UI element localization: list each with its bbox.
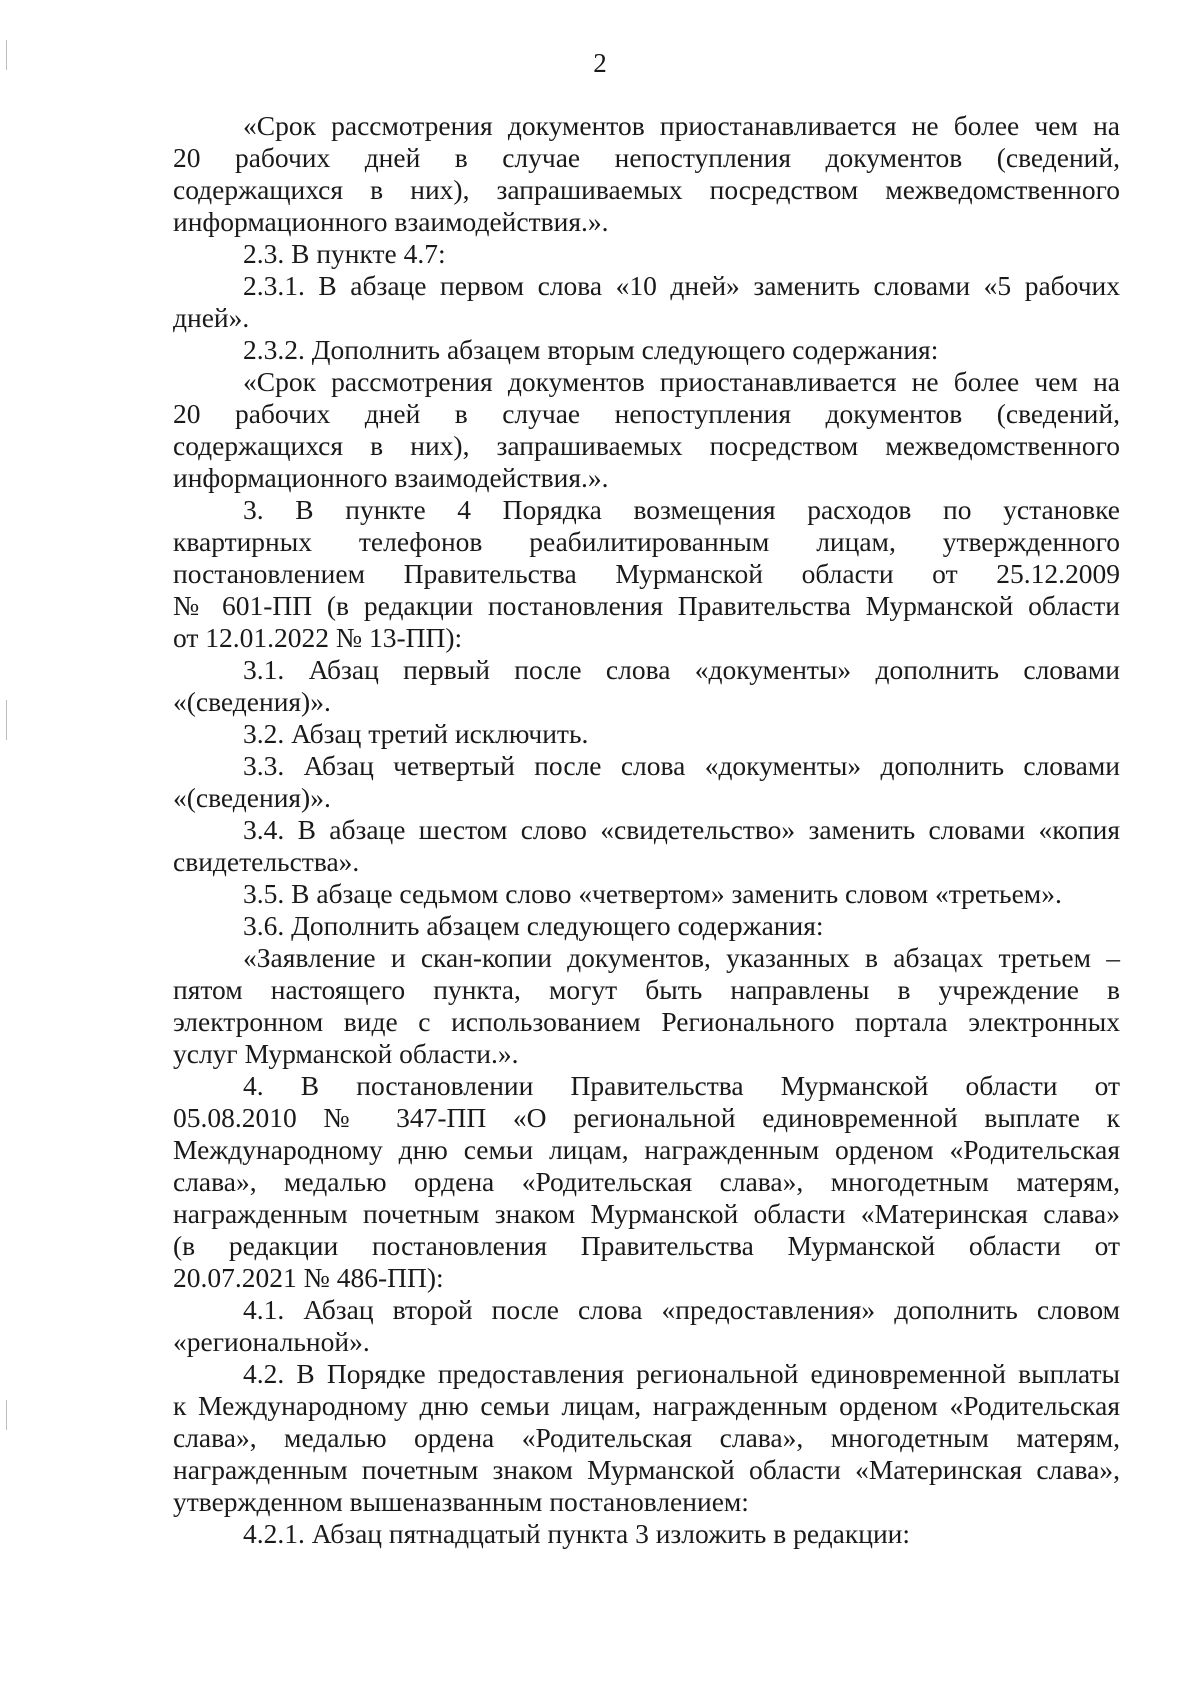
text-line: электронном виде с использованием Регионального портала электронных — [173, 1006, 1120, 1037]
text-line: содержащихся в них), запрашиваемых посредством межведомственного — [173, 430, 1120, 461]
text-line: информационного взаимодействия.». — [173, 206, 609, 237]
text-line: свидетельства». — [173, 846, 360, 877]
document-body — [173, 110, 1120, 1550]
text-line: награжденным почетным знаком Мурманской области «Материнская слава», — [173, 1454, 1120, 1485]
scan-edge-mark — [6, 1400, 7, 1430]
text-line: услуг Мурманской области.». — [173, 1038, 519, 1069]
text-line: слава», медалью ордена «Родительская слава», многодетным матерям, — [173, 1166, 1120, 1197]
text-line: 4.2.1. Абзац пятнадцатый пункта 3 изложить в редакции: — [243, 1518, 911, 1549]
text-line: 3.2. Абзац третий исключить. — [243, 718, 589, 749]
text-line: «(сведения)». — [173, 686, 331, 717]
text-line: 2.3.1. В абзаце первом слова «10 дней» заменить словами «5 рабочих — [243, 270, 1120, 301]
text-line: информационного взаимодействия.». — [173, 462, 609, 493]
text-line: 20 рабочих дней в случае непоступления документов (сведений, — [173, 398, 1120, 429]
text-line: Международному дню семьи лицам, награжденным орденом «Родительская — [173, 1134, 1120, 1165]
text-line: «(сведения)». — [173, 782, 331, 813]
text-line: 3.4. В абзаце шестом слово «свидетельство» заменить словами «копия — [243, 814, 1120, 845]
text-line: пятом настоящего пункта, могут быть направлены в учреждение в — [173, 974, 1120, 1005]
text-line: слава», медалью ордена «Родительская слава», многодетным матерям, — [173, 1422, 1120, 1453]
text-line: от 12.01.2022 № 13-ПП): — [173, 622, 463, 653]
text-line: содержащихся в них), запрашиваемых посредством межведомственного — [173, 174, 1120, 205]
text-line: 4. В постановлении Правительства Мурманской области от — [243, 1070, 1120, 1101]
text-line: 3.3. Абзац четвертый после слова «документы» дополнить словами — [243, 750, 1120, 781]
text-line: 2.3.2. Дополнить абзацем вторым следующего содержания: — [243, 334, 939, 365]
text-line: 20 рабочих дней в случае непоступления документов (сведений, — [173, 142, 1120, 173]
scan-edge-mark — [6, 700, 7, 740]
text-line: «Заявление и скан-копии документов, указанных в абзацах третьем – — [243, 942, 1120, 973]
text-line: награжденным почетным знаком Мурманской области «Материнская слава» — [173, 1198, 1120, 1229]
text-line: «Срок рассмотрения документов приостанавливается не более чем на — [243, 366, 1120, 397]
text-line: № 601-ПП (в редакции постановления Правительства Мурманской области — [173, 590, 1120, 621]
text-line: «Срок рассмотрения документов приостанавливается не более чем на — [243, 110, 1120, 141]
text-line: утвержденном вышеназванным постановлением: — [173, 1486, 749, 1517]
text-line: 3.6. Дополнить абзацем следующего содержания: — [243, 910, 824, 941]
text-line: 4.1. Абзац второй после слова «предоставления» дополнить словом — [243, 1294, 1120, 1325]
text-line: дней». — [173, 302, 250, 333]
text-line: 3.5. В абзаце седьмом слово «четвертом» заменить словом «третьем». — [243, 878, 1062, 909]
text-line: 3.1. Абзац первый после слова «документы» дополнить словами — [243, 654, 1120, 685]
text-line: «региональной». — [173, 1326, 370, 1357]
text-line: 3. В пункте 4 Порядка возмещения расходов по установке — [243, 494, 1120, 525]
text-line: 20.07.2021 № 486-ПП): — [173, 1262, 444, 1293]
text-line: квартирных телефонов реабилитированным лицам, утвержденного — [173, 526, 1120, 557]
text-line: постановлением Правительства Мурманской области от 25.12.2009 — [173, 558, 1120, 589]
page-number: 2 — [593, 48, 607, 78]
text-line: (в редакции постановления Правительства Мурманской области от — [173, 1230, 1120, 1261]
text-line: к Международному дню семьи лицам, награжденным орденом «Родительская — [173, 1390, 1120, 1421]
text-line: 05.08.2010 № 347-ПП «О региональной единовременной выплате к — [173, 1102, 1120, 1133]
text-line: 4.2. В Порядке предоставления региональной единовременной выплаты — [243, 1358, 1120, 1389]
text-line: 2.3. В пункте 4.7: — [243, 238, 446, 269]
